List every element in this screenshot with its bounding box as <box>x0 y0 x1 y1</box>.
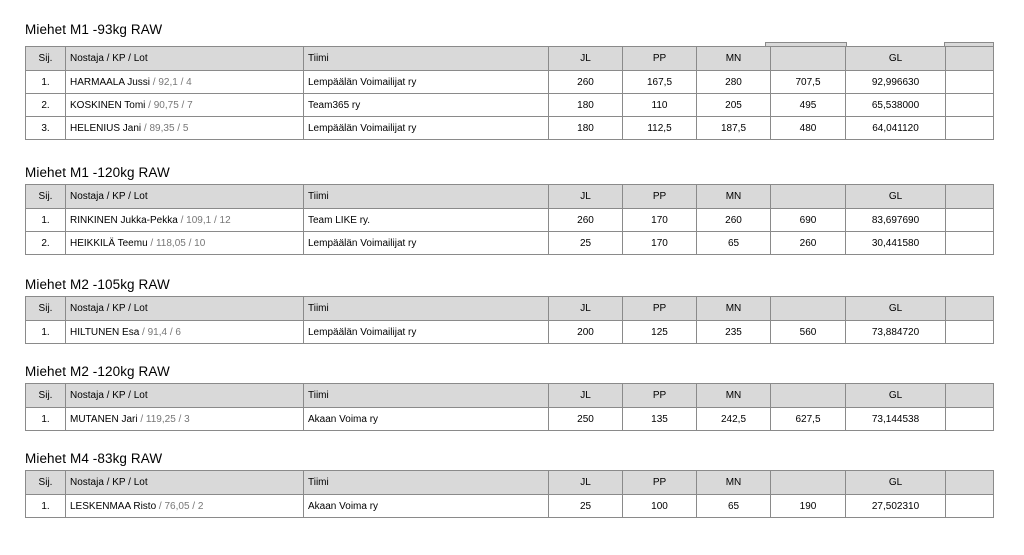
lifter-name: HELENIUS Jani <box>70 122 142 134</box>
gl-cell: 73,144538 <box>846 408 946 431</box>
header-mn: MN <box>697 384 771 408</box>
header-total <box>771 384 846 408</box>
lifter-name: MUTANEN Jari <box>70 413 138 425</box>
table-row <box>26 232 994 255</box>
lifter-bodyweight-lot: / 76,05 / 2 <box>156 500 204 512</box>
results-table <box>25 470 994 518</box>
lifter-cell <box>66 232 304 255</box>
jl-cell: 25 <box>549 232 623 255</box>
table-row <box>26 408 994 431</box>
pp-cell: 170 <box>623 209 697 232</box>
rank-cell: 1. <box>26 209 66 232</box>
rank-cell: 3. <box>26 117 66 140</box>
table-row <box>26 117 994 140</box>
jl-cell: 260 <box>549 209 623 232</box>
total-cell: 495 <box>771 94 846 117</box>
pp-cell: 167,5 <box>623 71 697 94</box>
mn-cell: 205 <box>697 94 771 117</box>
pp-cell: 170 <box>623 232 697 255</box>
total-cell: 190 <box>771 495 846 518</box>
header-rank: Sij. <box>26 47 66 71</box>
lifter-bodyweight-lot: / 109,1 / 12 <box>180 214 231 226</box>
team-cell: Akaan Voima ry <box>304 408 549 431</box>
header-total <box>771 47 846 71</box>
header-total <box>771 471 846 495</box>
category-title: Miehet M2 -105kg RAW <box>25 277 170 292</box>
header-lifter: Nostaja / KP / Lot <box>66 384 304 408</box>
rank-cell: 2. <box>26 94 66 117</box>
header-pp: PP <box>623 384 697 408</box>
header-pp: PP <box>623 297 697 321</box>
header-team: Tiimi <box>304 47 549 71</box>
mn-cell: 235 <box>697 321 771 344</box>
header-extra <box>946 185 994 209</box>
lifter-name: LESKENMAA Risto <box>70 500 157 512</box>
header-rank: Sij. <box>26 471 66 495</box>
total-cell: 627,5 <box>771 408 846 431</box>
header-team: Tiimi <box>304 297 549 321</box>
header-lifter: Nostaja / KP / Lot <box>66 471 304 495</box>
category-title: Miehet M2 -120kg RAW <box>25 364 170 379</box>
pp-cell: 112,5 <box>623 117 697 140</box>
header-jl: JL <box>549 384 623 408</box>
header-lifter: Nostaja / KP / Lot <box>66 185 304 209</box>
gl-cell: 65,538000 <box>846 94 946 117</box>
rank-cell: 1. <box>26 408 66 431</box>
pp-cell: 100 <box>623 495 697 518</box>
jl-cell: 180 <box>549 94 623 117</box>
header-mn: MN <box>697 47 771 71</box>
header-mn: MN <box>697 297 771 321</box>
results-table <box>25 296 994 344</box>
header-lifter: Nostaja / KP / Lot <box>66 297 304 321</box>
lifter-cell <box>66 408 304 431</box>
lifter-bodyweight-lot: / 89,35 / 5 <box>141 122 189 134</box>
team-cell: Lempäälän Voimailijat ry <box>304 71 549 94</box>
gl-cell: 83,697690 <box>846 209 946 232</box>
header-pp: PP <box>623 185 697 209</box>
mn-cell: 260 <box>697 209 771 232</box>
header-jl: JL <box>549 471 623 495</box>
lifter-name: KOSKINEN Tomi <box>70 99 146 111</box>
header-jl: JL <box>549 47 623 71</box>
header-total <box>771 185 846 209</box>
table-header-row <box>26 185 994 209</box>
rank-cell: 1. <box>26 321 66 344</box>
results-table <box>25 383 994 431</box>
extra-cell <box>946 94 994 117</box>
header-lifter: Nostaja / KP / Lot <box>66 47 304 71</box>
extra-cell <box>946 209 994 232</box>
header-extra <box>946 471 994 495</box>
mn-cell: 187,5 <box>697 117 771 140</box>
mn-cell: 280 <box>697 71 771 94</box>
lifter-cell <box>66 321 304 344</box>
header-gl: GL <box>846 185 946 209</box>
pp-cell: 135 <box>623 408 697 431</box>
extra-cell <box>946 408 994 431</box>
header-gl: GL <box>846 47 946 71</box>
category-title: Miehet M1 -93kg RAW <box>25 22 163 37</box>
extra-cell <box>946 117 994 140</box>
lifter-cell <box>66 495 304 518</box>
table-row <box>26 94 994 117</box>
header-mn: MN <box>697 471 771 495</box>
header-pp: PP <box>623 47 697 71</box>
header-rank: Sij. <box>26 384 66 408</box>
header-jl: JL <box>549 297 623 321</box>
table-header-row <box>26 47 994 71</box>
header-gl: GL <box>846 471 946 495</box>
jl-cell: 260 <box>549 71 623 94</box>
table-header-row <box>26 297 994 321</box>
jl-cell: 180 <box>549 117 623 140</box>
table-row <box>26 71 994 94</box>
gl-cell: 92,996630 <box>846 71 946 94</box>
header-extra <box>946 384 994 408</box>
lifter-cell <box>66 117 304 140</box>
rank-cell: 2. <box>26 232 66 255</box>
pp-cell: 125 <box>623 321 697 344</box>
jl-cell: 200 <box>549 321 623 344</box>
header-gl: GL <box>846 297 946 321</box>
table-row <box>26 495 994 518</box>
team-cell: Team365 ry <box>304 94 549 117</box>
extra-cell <box>946 495 994 518</box>
table-row <box>26 209 994 232</box>
header-team: Tiimi <box>304 384 549 408</box>
header-extra <box>946 47 994 71</box>
extra-cell <box>946 321 994 344</box>
team-cell: Lempäälän Voimailijat ry <box>304 232 549 255</box>
lifter-name: HARMAALA Jussi <box>70 76 151 88</box>
table-row <box>26 321 994 344</box>
jl-cell: 25 <box>549 495 623 518</box>
lifter-bodyweight-lot: / 92,1 / 4 <box>150 76 192 88</box>
lifter-bodyweight-lot: / 91,4 / 6 <box>139 326 181 338</box>
header-team: Tiimi <box>304 185 549 209</box>
pp-cell: 110 <box>623 94 697 117</box>
total-cell: 560 <box>771 321 846 344</box>
lifter-cell <box>66 209 304 232</box>
mn-cell: 65 <box>697 232 771 255</box>
total-cell: 707,5 <box>771 71 846 94</box>
header-extra <box>946 297 994 321</box>
team-cell: Lempäälän Voimailijat ry <box>304 117 549 140</box>
team-cell: Team LIKE ry. <box>304 209 549 232</box>
header-jl: JL <box>549 185 623 209</box>
lifter-name: RINKINEN Jukka-Pekka <box>70 214 181 226</box>
lifter-bodyweight-lot: / 90,75 / 7 <box>145 99 193 111</box>
results-table <box>25 184 994 255</box>
table-header-row <box>26 471 994 495</box>
team-cell: Lempäälän Voimailijat ry <box>304 321 549 344</box>
lifter-cell <box>66 71 304 94</box>
lifter-name: HEIKKILÄ Teemu <box>70 237 148 249</box>
header-team: Tiimi <box>304 471 549 495</box>
header-pp: PP <box>623 471 697 495</box>
header-gl: GL <box>846 384 946 408</box>
table-header-row <box>26 384 994 408</box>
extra-cell <box>946 232 994 255</box>
lifter-name: HILTUNEN Esa <box>70 326 140 338</box>
mn-cell: 242,5 <box>697 408 771 431</box>
lifter-bodyweight-lot: / 118,05 / 10 <box>147 237 206 249</box>
category-title: Miehet M1 -120kg RAW <box>25 165 170 180</box>
total-cell: 690 <box>771 209 846 232</box>
header-total <box>771 297 846 321</box>
header-rank: Sij. <box>26 185 66 209</box>
gl-cell: 27,502310 <box>846 495 946 518</box>
rank-cell: 1. <box>26 495 66 518</box>
header-mn: MN <box>697 185 771 209</box>
team-cell: Akaan Voima ry <box>304 495 549 518</box>
lifter-bodyweight-lot: / 119,25 / 3 <box>137 413 190 425</box>
gl-cell: 30,441580 <box>846 232 946 255</box>
total-cell: 480 <box>771 117 846 140</box>
gl-cell: 64,041120 <box>846 117 946 140</box>
jl-cell: 250 <box>549 408 623 431</box>
header-rank: Sij. <box>26 297 66 321</box>
results-table <box>25 46 994 140</box>
category-title: Miehet M4 -83kg RAW <box>25 451 163 466</box>
lifter-cell <box>66 94 304 117</box>
gl-cell: 73,884720 <box>846 321 946 344</box>
extra-cell <box>946 71 994 94</box>
mn-cell: 65 <box>697 495 771 518</box>
rank-cell: 1. <box>26 71 66 94</box>
total-cell: 260 <box>771 232 846 255</box>
